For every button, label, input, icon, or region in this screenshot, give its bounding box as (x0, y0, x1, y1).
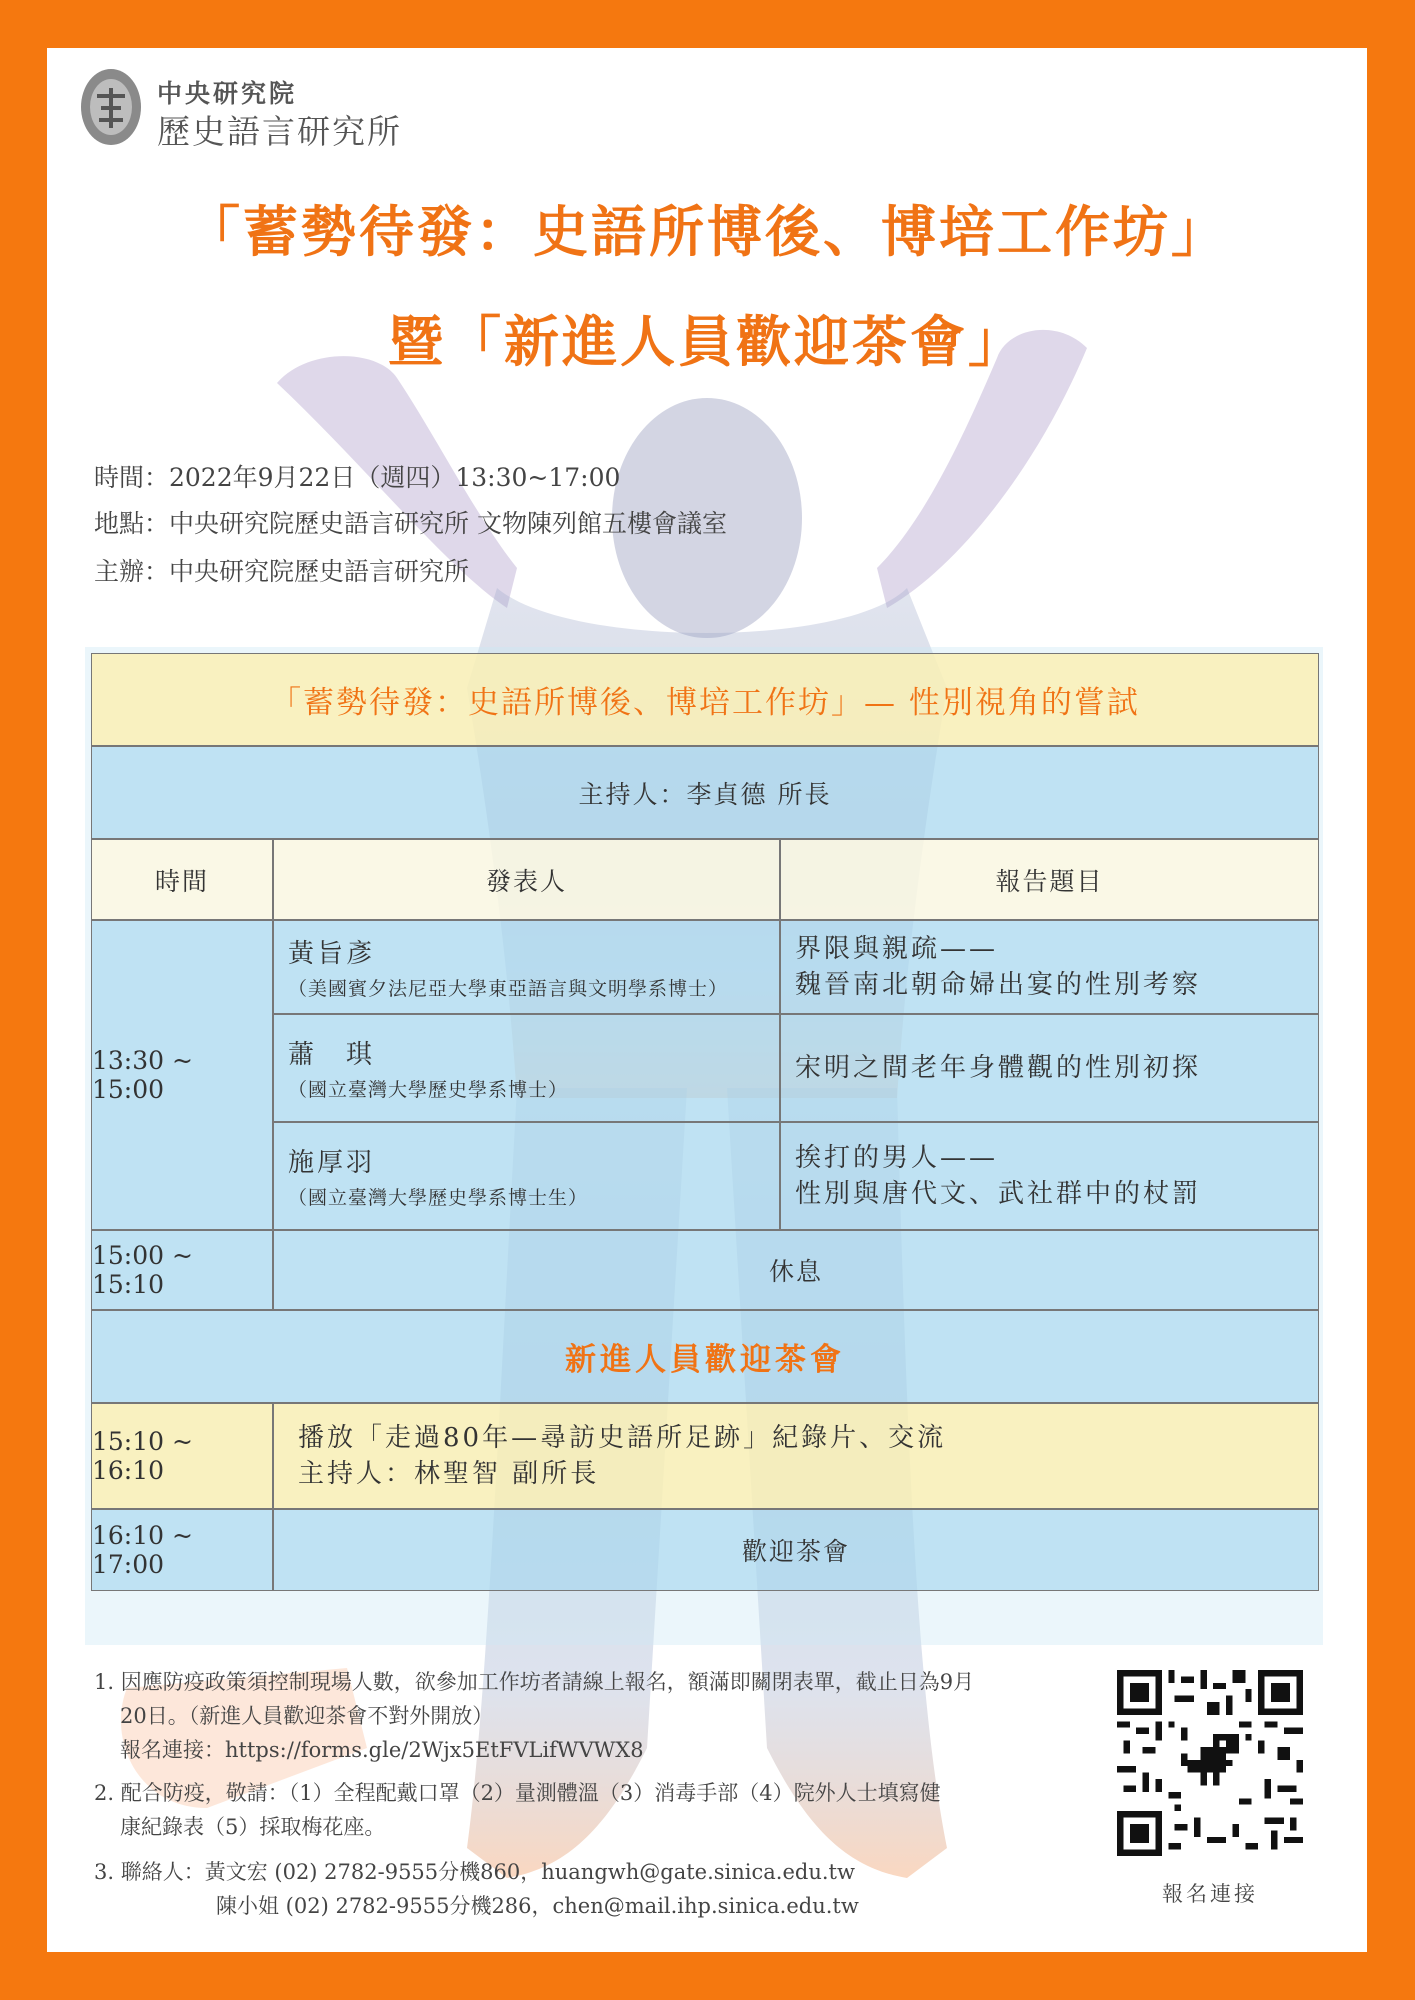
header-presenter-label: 發表人 (485, 866, 567, 896)
talk-topic (780, 1122, 1319, 1230)
break-label: 休息 (768, 1257, 823, 1286)
tea-party-title-row (91, 1310, 1319, 1403)
break-time-label: 15:00 ~ 15:10 (92, 1241, 193, 1299)
break-row (273, 1230, 1319, 1310)
topic-line: 宋明之間老年身體觀的性別初探 (795, 1053, 1202, 1083)
contact-chen[interactable]: 陳小姐 (02) 2782-9555分機286，chen@mail.ihp.sinica.edu.tw (216, 1894, 859, 1918)
header-presenter (273, 839, 780, 920)
session1-time (91, 920, 273, 1230)
logo-institute-name: 歷史語言研究所 (157, 112, 402, 151)
moderator: 主持人：李貞德 所長 (578, 779, 832, 809)
session1-time-label: 13:30 ~ 15:00 (92, 1046, 193, 1104)
presenter-name: 蕭 琪 (288, 1040, 376, 1070)
qr-code-icon[interactable] (1117, 1670, 1303, 1856)
header-topic (780, 839, 1319, 920)
presenter-affiliation: （美國賓夕法尼亞大學東亞語言與文明學系博士） (288, 978, 729, 1000)
film-description: 播放「走過80年—尋訪史語所足跡」紀錄片、交流 (298, 1423, 947, 1453)
film-row (273, 1403, 1319, 1509)
film-time-label: 15:10 ~ 16:10 (92, 1427, 193, 1485)
tea-label: 歡迎茶會 (741, 1537, 850, 1566)
note-line: 20日。（新進人員歡迎茶會不對外開放） (120, 1704, 494, 1728)
topic-line: 魏晉南北朝命婦出宴的性別考察 (795, 970, 1202, 1000)
talk-topic (780, 920, 1319, 1014)
institute-logo (77, 58, 457, 158)
tea-time (91, 1509, 273, 1591)
event-title: 「蓄勢待發：史語所博後、博培工作坊」 (184, 199, 1229, 264)
tea-time-label: 16:10 ~ 17:00 (92, 1521, 193, 1579)
film-moderator: 主持人：林聖智 副所長 (298, 1459, 600, 1489)
event-time: 時間：2022年9月22日（週四）13:30~17:00 (94, 463, 621, 492)
talk-topic (780, 1014, 1319, 1122)
registration-link[interactable]: 報名連接：https://forms.gle/2Wjx5EtFVLifWVWX8 (120, 1738, 644, 1762)
talk-presenter (273, 1014, 780, 1122)
event-organizer: 主辦：中央研究院歷史語言研究所 (94, 557, 470, 586)
header-topic-label: 報告題目 (995, 866, 1104, 896)
tea-row (273, 1509, 1319, 1591)
moderator-row (91, 746, 1319, 839)
event-location: 地點：中央研究院歷史語言研究所 文物陳列館五樓會議室 (94, 509, 727, 538)
note-contacts (94, 1855, 859, 1923)
qr-caption: 報名連接 (1162, 1882, 1258, 1906)
talk-presenter (273, 1122, 780, 1230)
workshop-title-row (91, 653, 1319, 746)
header-time (91, 839, 273, 920)
note-line: 1. 因應防疫政策須控制現場人數，欲參加工作坊者請線上報名，額滿即關閉表單，截止日為9月 (94, 1670, 975, 1694)
logo-academy-name: 中央研究院 (157, 79, 298, 108)
talk-presenter (273, 920, 780, 1014)
presenter-name: 施厚羽 (288, 1148, 376, 1178)
presenter-name: 黃旨彥 (288, 939, 376, 969)
film-time (91, 1403, 273, 1509)
topic-line: 性別與唐代文、武社群中的杖罰 (795, 1179, 1202, 1209)
event-subtitle: 暨「新進人員歡迎茶會」 (387, 309, 1026, 374)
note-registration (94, 1665, 974, 1767)
bronze-seal-icon (77, 66, 145, 148)
note-epidemic-prevention (94, 1776, 941, 1844)
presenter-affiliation: （國立臺灣大學歷史學系博士生） (288, 1187, 589, 1209)
schedule-table (85, 647, 1323, 1645)
presenter-affiliation: （國立臺灣大學歷史學系博士） (288, 1079, 569, 1101)
poster-sheet (47, 48, 1367, 1952)
contact-huang[interactable]: 3. 聯絡人：黃文宏 (02) 2782-9555分機860，huangwh@gate.sinica.edu.tw (94, 1860, 855, 1884)
note-line: 康紀錄表（5）採取梅花座。 (120, 1815, 386, 1839)
header-time-label: 時間 (154, 866, 209, 896)
note-line: 2. 配合防疫，敬請：（1）全程配戴口罩（2）量測體溫（3）消毒手部（4）院外人士填寫健 (94, 1781, 941, 1805)
workshop-title: 「蓄勢待發：史語所博後、博培工作坊」— 性別視角的嘗試 (270, 685, 1140, 721)
break-time (91, 1230, 273, 1310)
topic-line: 挨打的男人—— (795, 1143, 999, 1173)
topic-line: 界限與親疏—— (795, 934, 999, 964)
tea-party-title: 新進人員歡迎茶會 (565, 1342, 845, 1378)
